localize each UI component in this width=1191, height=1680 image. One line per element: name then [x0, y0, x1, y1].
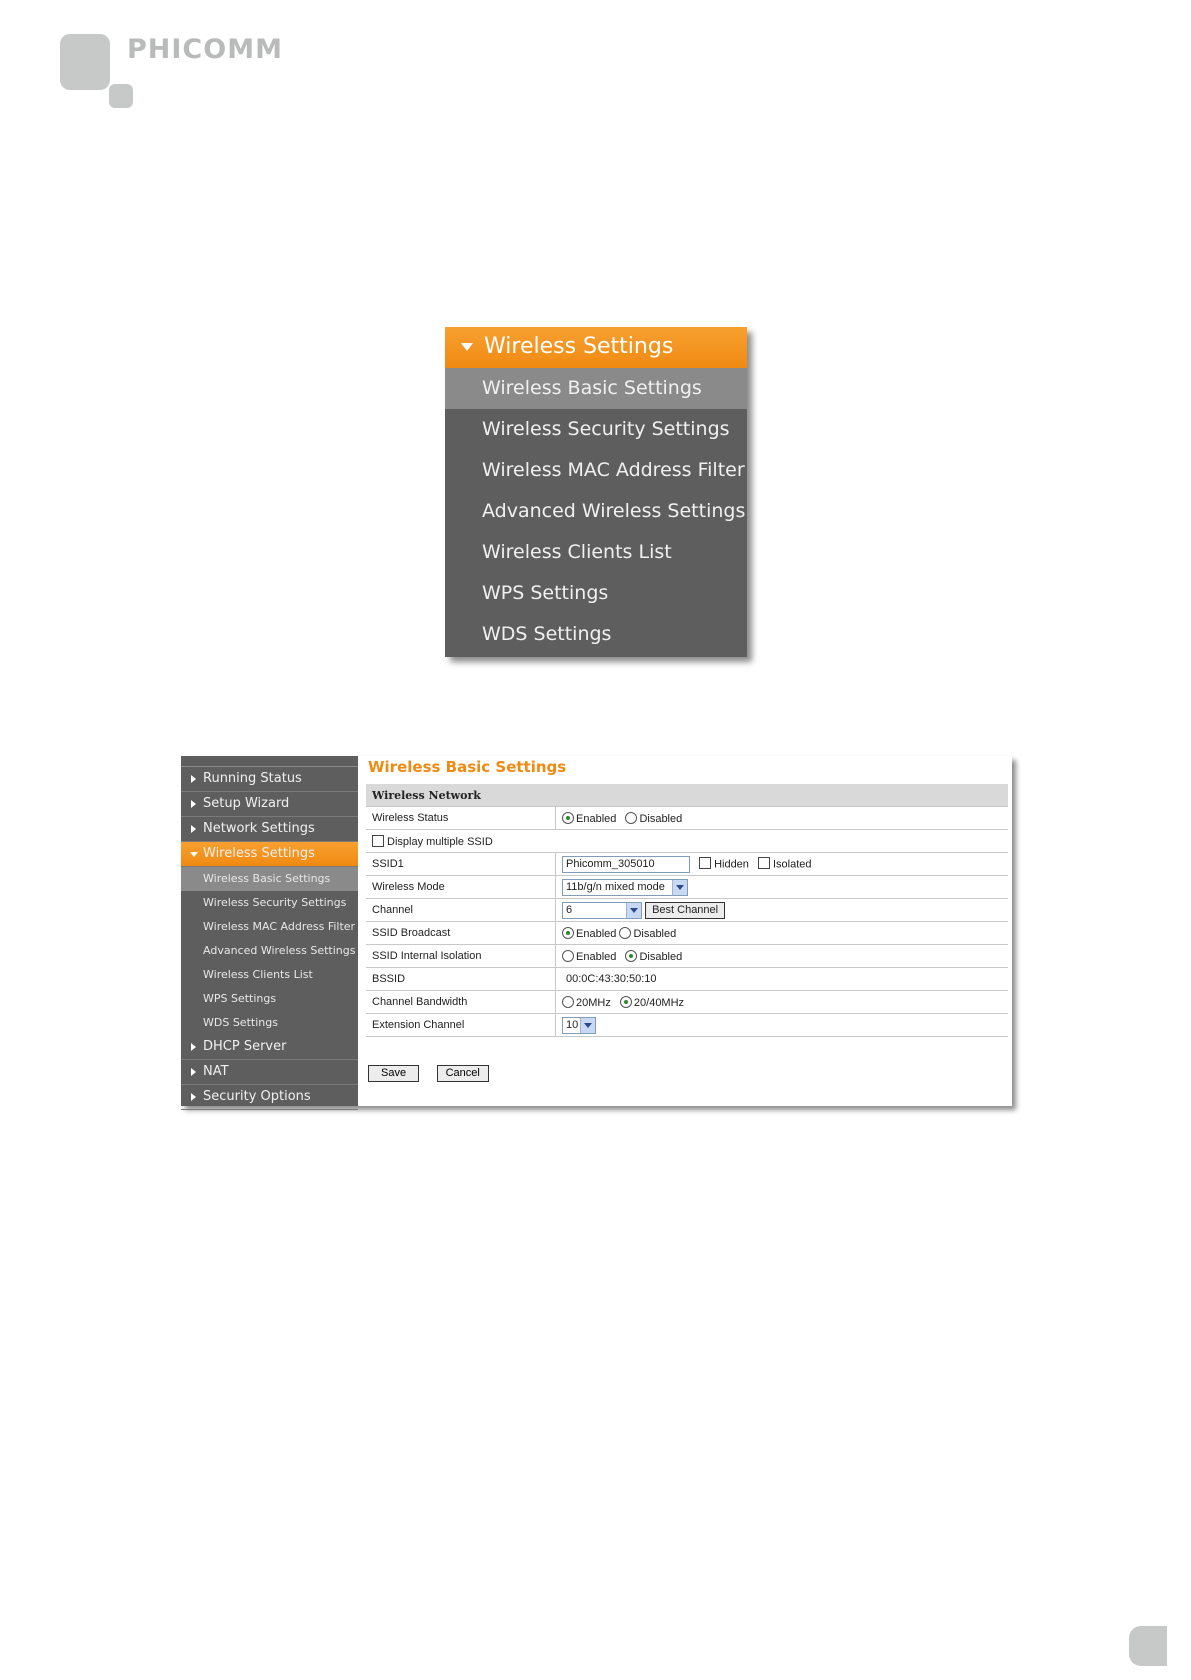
hidden-checkbox[interactable]: [699, 857, 711, 869]
table-row: [366, 830, 1008, 853]
radio-label: Enabled: [576, 927, 617, 940]
wireless-status-disabled-radio[interactable]: [625, 812, 637, 824]
radio-label: Disabled: [633, 927, 677, 940]
select-value: 10: [566, 1018, 579, 1031]
save-button[interactable]: Save: [368, 1065, 419, 1082]
extension-channel-control: [556, 1014, 1009, 1037]
chevron-down-icon: [626, 903, 641, 918]
menu-header-label: Wireless Settings: [484, 334, 674, 359]
table-row: [366, 853, 1008, 876]
sidebar-sub-wireless-basic-settings[interactable]: Wireless Basic Settings: [181, 867, 358, 891]
table-row: [366, 1014, 1008, 1037]
logo-shape-stem: [60, 64, 110, 90]
checkbox-label: Isolated: [772, 857, 812, 870]
sidebar-sub-wireless-security-settings[interactable]: Wireless Security Settings: [203, 896, 347, 909]
sidebar-item-label: DHCP Server: [203, 1039, 287, 1054]
channel-bandwidth-control: [556, 991, 1009, 1014]
logo-wordmark: PHICOMM: [127, 34, 283, 65]
sidebar-item-label: Network Settings: [203, 821, 315, 836]
menu-item-wireless-basic-settings[interactable]: Wireless Basic Settings: [445, 368, 747, 409]
page-number-tab: [1129, 1626, 1167, 1666]
sidebar-item-nat[interactable]: [181, 1060, 358, 1085]
radio-label: Disabled: [639, 950, 683, 963]
wireless-status-control: [556, 807, 1009, 830]
settings-table: [366, 784, 1008, 1037]
ssid-isolation-control: [556, 945, 1009, 968]
radio-label: Enabled: [576, 950, 617, 963]
ssid-isolation-label: SSID Internal Isolation: [366, 945, 556, 968]
wireless-mode-label: Wireless Mode: [366, 876, 556, 899]
router-admin-screenshot: [181, 756, 1012, 1106]
arrow-right-icon: [191, 800, 196, 808]
phicomm-logo: [60, 34, 300, 114]
sidebar-item-running-status[interactable]: [181, 767, 358, 792]
ssid1-input[interactable]: Phicomm_305010: [562, 856, 690, 873]
sidebar-item-label: NAT: [203, 1064, 229, 1079]
sidebar-top-edge: [181, 756, 358, 767]
ssid1-label: SSID1: [366, 853, 556, 876]
table-row: [366, 968, 1008, 991]
section-header-row: [366, 784, 1008, 807]
sidebar-item-label: Setup Wizard: [203, 796, 290, 811]
isolated-checkbox[interactable]: [758, 857, 770, 869]
sidebar-item-security-options[interactable]: [181, 1085, 358, 1110]
bssid-value: [556, 968, 1009, 991]
wireless-mode-control: [556, 876, 1009, 899]
display-multiple-ssid-cell: [366, 830, 1008, 853]
ssid-broadcast-label: SSID Broadcast: [366, 922, 556, 945]
sidebar: [181, 756, 358, 1106]
wireless-settings-menu-enlarged: [445, 327, 747, 657]
bssid-label: BSSID: [366, 968, 556, 991]
menu-item-wds-settings[interactable]: WDS Settings: [482, 623, 612, 645]
main-content: [366, 756, 1008, 1082]
section-header: Wireless Network: [366, 784, 1008, 807]
menu-item-wireless-mac-address-filter[interactable]: Wireless MAC Address Filter: [482, 459, 745, 481]
page-title: Wireless Basic Settings: [368, 758, 567, 776]
sidebar-item-network-settings[interactable]: [181, 817, 358, 842]
table-row: [366, 991, 1008, 1014]
menu-item-wps-settings[interactable]: WPS Settings: [482, 582, 609, 604]
table-row: [366, 945, 1008, 968]
table-row: [366, 807, 1008, 830]
table-row: [366, 899, 1008, 922]
ssid-broadcast-disabled-radio[interactable]: [619, 927, 631, 939]
extension-channel-select[interactable]: [562, 1017, 596, 1034]
arrow-right-icon: [191, 1093, 196, 1101]
ssid-isolation-enabled-radio[interactable]: [562, 950, 574, 962]
channel-bandwidth-label: Channel Bandwidth: [366, 991, 556, 1014]
expand-triangle-icon: [461, 343, 473, 351]
bandwidth-20mhz-radio[interactable]: [562, 996, 574, 1008]
sidebar-item-label: Running Status: [203, 771, 302, 786]
arrow-down-icon: [190, 852, 198, 857]
bandwidth-20-40mhz-radio[interactable]: [620, 996, 632, 1008]
arrow-right-icon: [191, 1043, 196, 1051]
extension-channel-label: Extension Channel: [366, 1014, 556, 1037]
wireless-status-enabled-radio[interactable]: [562, 812, 574, 824]
cancel-button[interactable]: Cancel: [437, 1065, 489, 1082]
channel-select[interactable]: [562, 902, 642, 919]
sidebar-sub-advanced-wireless-settings[interactable]: Advanced Wireless Settings: [203, 944, 356, 957]
wireless-mode-select[interactable]: [562, 879, 688, 896]
sidebar-item-wireless-settings[interactable]: [181, 842, 358, 867]
ssid1-control: [556, 853, 1009, 876]
display-multiple-ssid-checkbox[interactable]: [372, 835, 384, 847]
sidebar-item-label: Wireless Settings: [203, 846, 315, 861]
arrow-right-icon: [191, 825, 196, 833]
logo-shape-small: [109, 84, 133, 108]
sidebar-item-setup-wizard[interactable]: [181, 792, 358, 817]
arrow-right-icon: [191, 775, 196, 783]
menu-item-advanced-wireless-settings[interactable]: Advanced Wireless Settings: [482, 500, 746, 522]
channel-label: Channel: [366, 899, 556, 922]
sidebar-sub-wds-settings[interactable]: WDS Settings: [203, 1016, 278, 1029]
table-row: [366, 876, 1008, 899]
table-row: [366, 922, 1008, 945]
channel-control: [556, 899, 1009, 922]
radio-label: Disabled: [639, 812, 683, 825]
bssid-text: 00:0C:43:30:50:10: [566, 973, 657, 985]
ssid-broadcast-enabled-radio[interactable]: [562, 927, 574, 939]
select-value: 11b/g/n mixed mode: [566, 880, 665, 893]
sidebar-item-dhcp-server[interactable]: [181, 1035, 358, 1060]
radio-label: 20/40MHz: [633, 996, 685, 1009]
best-channel-button[interactable]: Best Channel: [645, 902, 725, 919]
sidebar-sub-wps-settings[interactable]: WPS Settings: [203, 992, 277, 1005]
radio-label: Enabled: [576, 812, 617, 825]
select-value: 6: [566, 903, 573, 916]
checkbox-label: Hidden: [714, 857, 749, 870]
ssid-isolation-disabled-radio[interactable]: [625, 950, 637, 962]
chevron-down-icon: [580, 1018, 595, 1033]
menu-header-wireless-settings[interactable]: [445, 327, 747, 368]
sidebar-item-label: Security Options: [203, 1089, 311, 1104]
ssid-broadcast-control: [556, 922, 1009, 945]
sidebar-sub-wireless-mac-address-filter[interactable]: Wireless MAC Address Filter: [203, 920, 356, 933]
button-row: [366, 1037, 1008, 1082]
menu-item-wireless-clients-list[interactable]: Wireless Clients List: [482, 541, 672, 563]
wireless-status-label: Wireless Status: [366, 807, 556, 830]
sidebar-sub-wireless-clients-list[interactable]: Wireless Clients List: [203, 968, 313, 981]
menu-item-wireless-security-settings[interactable]: Wireless Security Settings: [482, 418, 730, 440]
checkbox-label: Display multiple SSID: [387, 835, 493, 848]
arrow-right-icon: [191, 1068, 196, 1076]
radio-label: 20MHz: [576, 996, 611, 1009]
chevron-down-icon: [672, 880, 687, 895]
